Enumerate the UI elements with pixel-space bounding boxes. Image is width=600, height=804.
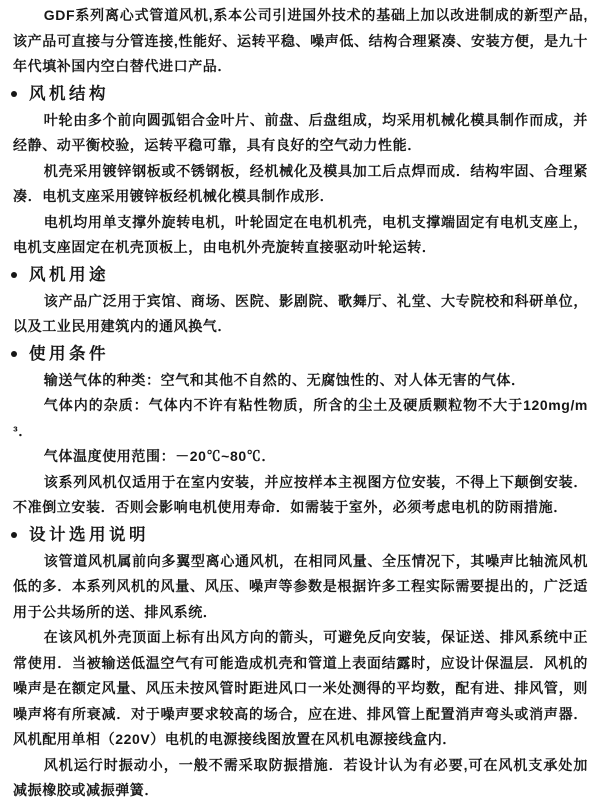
paragraph: 输送气体的种类：空气和其他不自然的、无腐蚀性的、对人体无害的气体． [43, 371, 526, 388]
paragraph: 该系列风机仅适用于在室内安装，并应按样本主视图方位安装，不得上下颠倒安装．不准倒立安装．否则会影响电机使用寿命．如需装于室外，必须考虑电机的防雨措施． [13, 473, 588, 515]
section-heading-design-selection-notes [11, 521, 588, 549]
section-heading-fan-usage [11, 261, 588, 289]
section-title: 风机用途 [29, 265, 109, 284]
paragraph: 在该风机外壳顶面上标有出风方向的箭头，可避免反向安装，保证送、排风系统中正常使用．当被输送低温空气有可能造成机壳和管道上表面结露时，应设计保温层．风机的噪声是在额定风量、风压未按风管时距进风口一米处测得的平均数，配有进、排风管，则噪声将有所衰减．对于噪声要求较高的场合，应在进、排风管上配置消声弯头或消声器．风机配用单相（220V）电机的电源接线图放置在风机电源接线盒内． [13, 629, 588, 747]
section-heading-operating-conditions [11, 340, 588, 368]
bullet-icon [11, 272, 17, 278]
intro-paragraph: GDF系列离心式管道风机,系本公司引进国外技术的基础上加以改进制成的新型产品,该产品可直接与分管连接,性能好、运转平稳、噪声低、结构合理紧凑、安装方便，是九十年代填补国内空白替代进口产品． [13, 7, 588, 74]
section-heading-fan-structure [11, 80, 588, 108]
paragraph: 电机均用单支撑外旋转电机，叶轮固定在电机机壳，电机支撑端固定有电机支座上，电机支座固定在机壳顶板上，由电机外壳旋转直接驱动叶轮运转． [13, 213, 588, 255]
paragraph: 机壳采用镀锌钢板或不锈钢板，经机械化及模具加工后点焊而成．结构牢固、合理紧凑．电机支座采用镀锌板经机械化模具制作成形． [13, 162, 588, 204]
paragraph: 该管道风机属前向多翼型离心通风机，在相同风量、全压情况下，其噪声比轴流风机低的多．本系列风机的风量、风压、噪声等参数是根据许多工程实际需要提出的，广泛适用于公共场所的送、排风系统． [13, 552, 588, 620]
paragraph: 该产品广泛用于宾馆、商场、医院、影剧院、歌舞厅、礼堂、大专院校和科研单位，以及工业民用建筑内的通风换气． [13, 292, 588, 334]
paragraph: 气体内的杂质：气体内不许有粘性物质，所含的尘土及硬质颗粒物不大于120mg/m³． [13, 397, 588, 439]
paragraph: 气体温度使用范围：－20℃~80℃． [43, 448, 276, 464]
bullet-icon [11, 351, 17, 357]
section-title: 风机结构 [29, 84, 109, 103]
paragraph: 叶轮由多个前向圆弧铝合金叶片、前盘、后盘组成，均采用机械化模具制作而成，并经静、动平衡校验，运转平稳可靠，具有良好的空气动力性能． [13, 111, 588, 153]
section-title: 使用条件 [29, 344, 109, 363]
paragraph: 风机运行时振动小，一般不需采取防振措施．若设计认为有必要,可在风机支承处加减振橡胶或减振弹簧． [13, 756, 588, 798]
bullet-icon [11, 91, 17, 97]
section-title: 设计选用说明 [29, 525, 149, 544]
bullet-icon [11, 532, 17, 538]
